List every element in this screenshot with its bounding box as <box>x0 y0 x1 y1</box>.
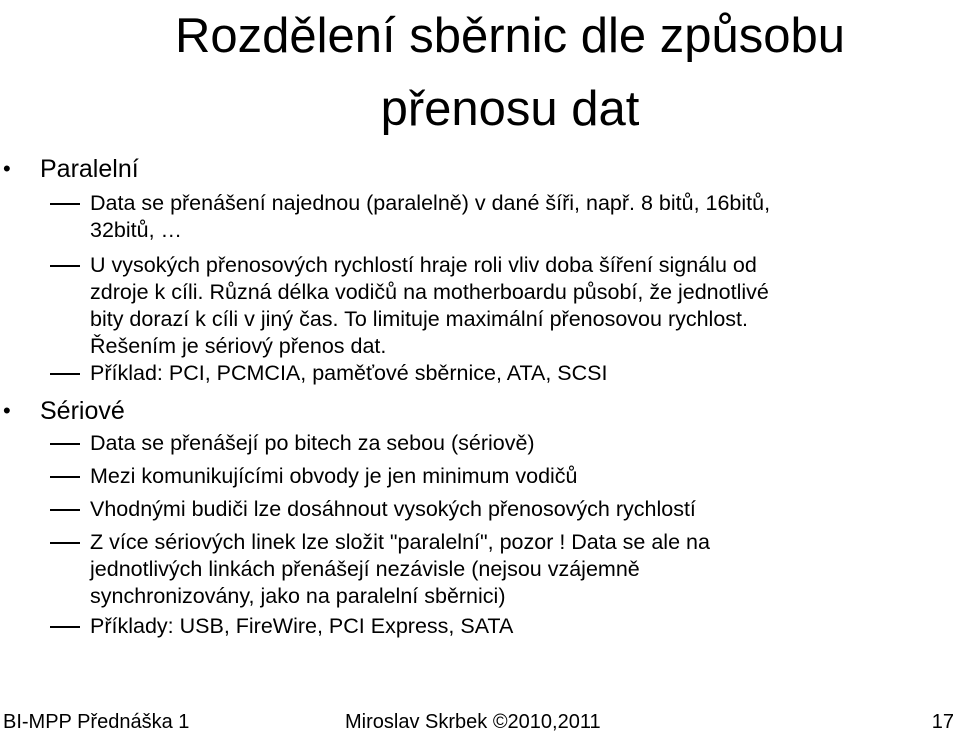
dash-icon <box>50 443 80 445</box>
dash-icon <box>50 265 80 267</box>
dash-icon <box>50 203 80 205</box>
sub-bullet-text: U vysokých přenosových rychlostí hraje roli vliv doba šíření signálu od zdroje k cíli. Různá délka vodičů na motherboardu působí, že jednotlivé bity dorazí k cíli v jiný čas. To limituje maximální přenosovou rychlost. Řešením je sériový přenos dat. <box>90 253 769 358</box>
slide-title-line2: přenosu dat <box>380 82 640 136</box>
sub-bullet-text: Data se přenášení najednou (paralelně) v dané šíři, např. 8 bitů, 16bitů, 32bitů, … <box>90 191 771 242</box>
dash-icon <box>50 509 80 511</box>
sub-bullet-text: Z více sériových linek lze složit "paralelní", pozor ! Data se ale na jednotlivých linkách přenášejí nezávisle (nejsou vzájemně synchronizovány, jako na paralelní sběrnici) <box>90 530 710 608</box>
dash-icon <box>50 542 80 544</box>
footer-author: Miroslav Skrbek ©2010,2011 <box>345 711 601 733</box>
sub-bullet-text: Data se přenášejí po bitech za sebou (sériově) <box>90 431 535 455</box>
sub-bullet-text: Vhodnými budiči lze dosáhnout vysokých přenosových rychlostí <box>90 497 696 521</box>
footer-course: BI-MPP Přednáška 1 <box>3 711 190 733</box>
sub-bullet-text: Mezi komunikujícími obvody je jen minimum vodičů <box>90 464 578 488</box>
bullet-heading: Paralelní <box>40 155 139 183</box>
slide-title-line1: Rozdělení sběrnic dle způsobu <box>174 9 846 63</box>
bullet-heading: Sériové <box>40 397 125 425</box>
bullet-dot-icon: • <box>3 398 11 423</box>
sub-bullet-text: Příklady: USB, FireWire, PCI Express, SATA <box>90 614 514 638</box>
dash-icon <box>50 373 80 375</box>
bullet-dot-icon: • <box>3 156 11 181</box>
sub-bullet-text: Příklad: PCI, PCMCIA, paměťové sběrnice, ATA, SCSI <box>90 361 608 385</box>
footer-page-number: 17 <box>931 711 954 733</box>
dash-icon <box>50 626 80 628</box>
dash-icon <box>50 476 80 478</box>
slide-footer <box>0 709 960 736</box>
